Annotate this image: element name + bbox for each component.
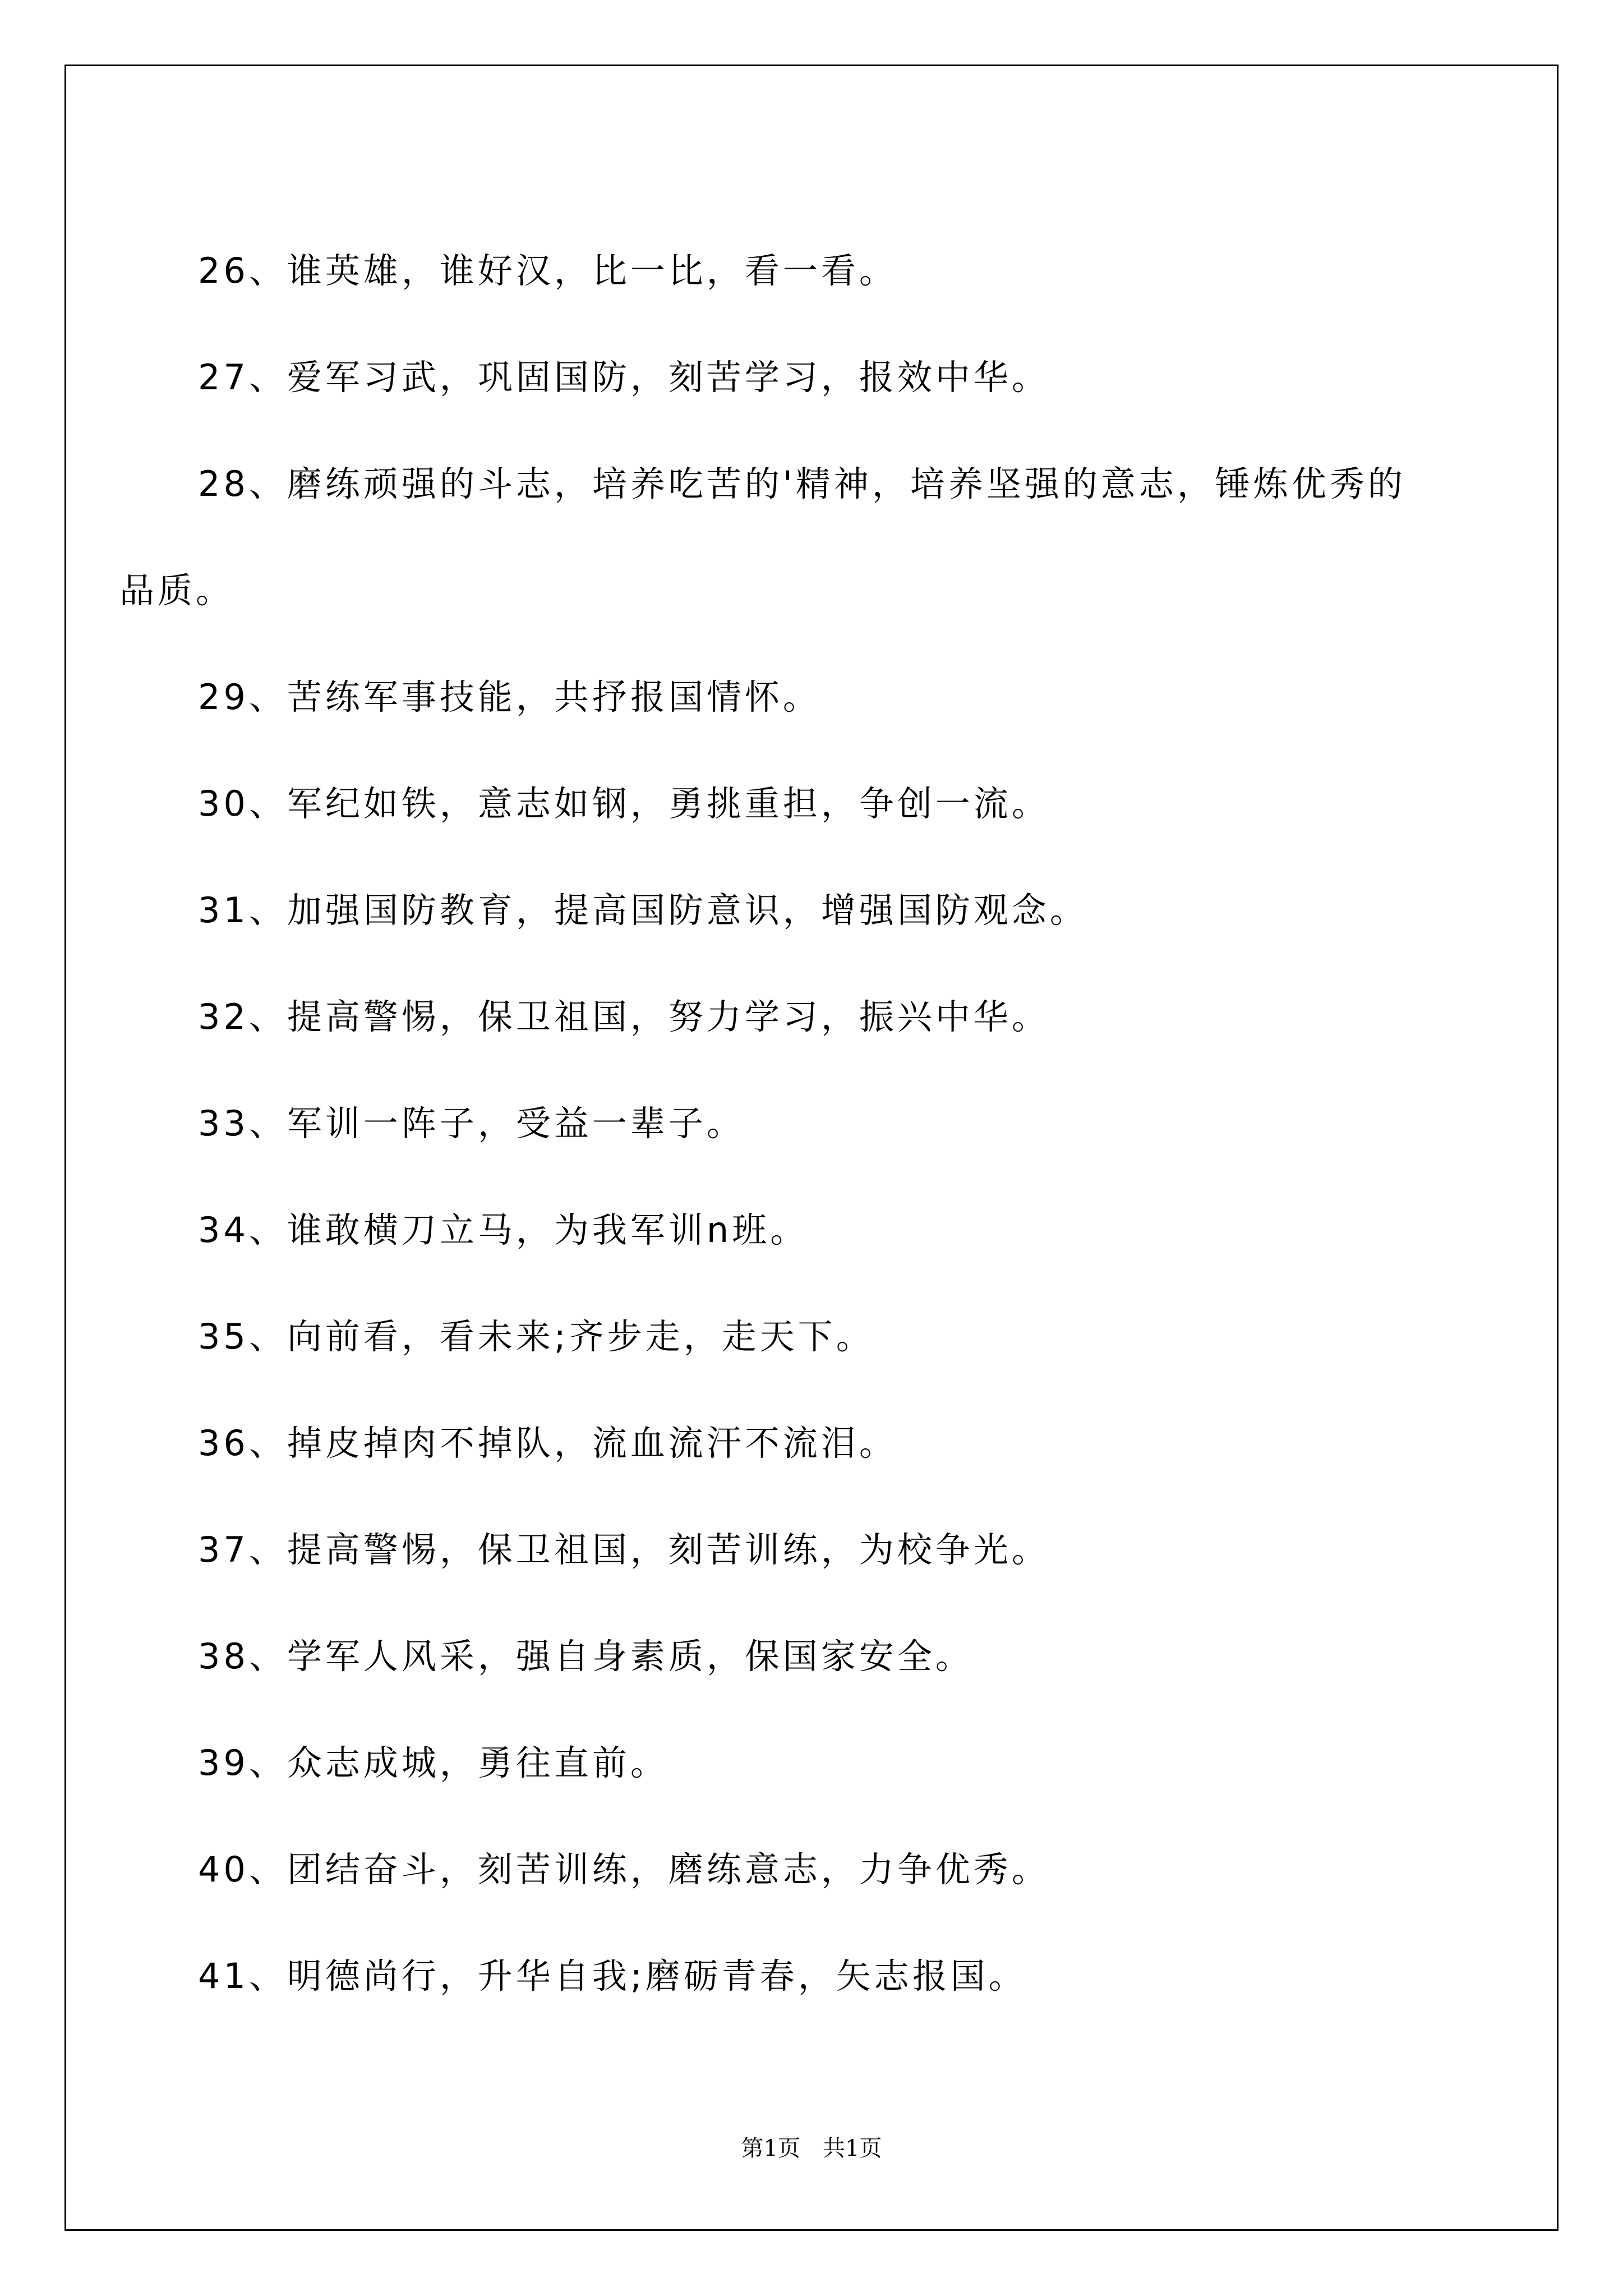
list-item: 35、向前看，看未来;齐步走，走天下。: [198, 1316, 874, 1357]
list-item: 32、提高警惕，保卫祖国，努力学习，振兴中华。: [198, 996, 1050, 1037]
list-item: 27、爱军习武，巩固国防，刻苦学习，报效中华。: [198, 357, 1050, 398]
list-item: 26、谁英雄，谁好汉，比一比，看一看。: [198, 250, 897, 291]
list-item: 37、提高警惕，保卫祖国，刻苦训练，为校争光。: [198, 1529, 1050, 1570]
page-number-footer: 第1页 共1页: [741, 2136, 882, 2161]
list-item: 28、磨练顽强的斗志，培养吃苦的'精神，培养坚强的意志，锤炼优秀的品质。: [119, 463, 1406, 611]
list-item: 40、团结奋斗，刻苦训练，磨练意志，力争优秀。: [198, 1849, 1050, 1890]
list-item: 39、众志成城，勇往直前。: [198, 1742, 668, 1783]
list-item: 36、掉皮掉肉不掉队，流血流汗不流泪。: [198, 1423, 897, 1464]
document-body: [119, 218, 1437, 2030]
list-item: 34、谁敢横刀立马，为我军训n班。: [198, 1209, 809, 1250]
list-item: 29、苦练军事技能，共抒报国情怀。: [198, 677, 821, 717]
list-item: 38、学军人风采，强自身素质，保国家安全。: [198, 1636, 974, 1677]
list-item: 30、军纪如铁，意志如钢，勇挑重担，争创一流。: [198, 783, 1050, 824]
list-item: 33、军训一阵子，受益一辈子。: [198, 1103, 745, 1144]
list-item: 31、加强国防教育，提高国防意识，增强国防观念。: [198, 890, 1088, 931]
list-item: 41、明德尚行，升华自我;磨砺青春，矢志报国。: [198, 1955, 1027, 1996]
